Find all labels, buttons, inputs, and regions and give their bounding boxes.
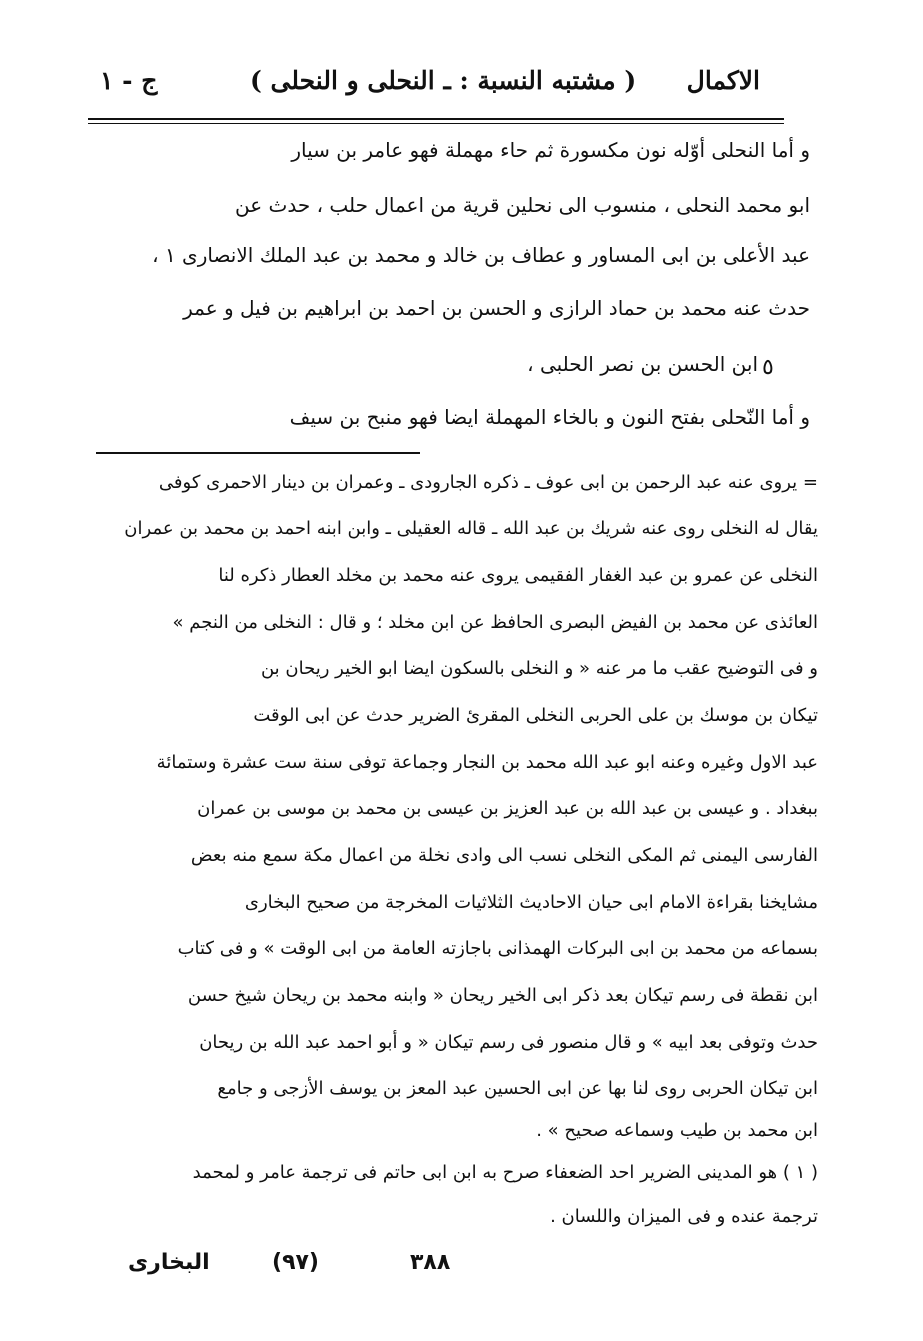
header-section-title: ( مشتبه النسبة : ـ النحلى و النحلى ) [250,66,637,95]
header-rule-thick [88,118,784,120]
main-line: و أما النّحلى بفتح النون و بالخاء المهملة ايضا فهو منبح بن سيف [289,405,810,429]
footnote-line: ( ١ ) هو المدينى الضرير احد الضعفاء صرح به ابن ابى حاتم فى ترجمة عامر و لمحمد [192,1162,818,1183]
main-line: ابو محمد النحلى ، منسوب الى نحلين قرية من اعمال حلب ، حدث عن [235,193,810,217]
footnote-line: ترجمة عنده و فى الميزان واللسان . [550,1206,818,1227]
footnote-line: تيكان بن موسك بن على الحربى النخلى المقرئ الضرير حدث عن ابى الوقت [253,705,818,726]
main-line: عبد الأعلى بن ابى المساور و عطاف بن خالد و محمد بن عبد الملك الانصارى ١ ، [152,243,810,267]
main-line: و أما النحلى أوّله نون مكسورة ثم حاء مهملة فهو عامر بن سيار [291,138,810,162]
footnote-line: مشايخنا بقراءة الامام ابى حيان الاحاديث الثلاثيات المخرجة من صحيح البخارى [244,892,818,913]
header-volume: ج - ١ [100,66,158,95]
footnote-line: بسماعه من محمد بن ابى البركات الهمذانى باجازته العامة من ابى الوقت » و فى كتاب [177,938,818,959]
footer-book-name: البخارى [128,1250,210,1275]
running-header [100,58,760,108]
footnote-line: العائذى عن محمد بن الفيض البصرى الحافظ عن ابن مخلد ؛ و قال : النخلى من النجم » [172,612,818,633]
footnote-line: عبد الاول وغيره وعنه ابو عبد الله محمد بن النجار وجماعة توفى سنة ست عشرة وستمائة [156,752,818,773]
footer-page-number: (٩٧) [272,1250,319,1275]
footnote-line: حدث وتوفى بعد ابيه » و قال منصور فى رسم تيكان « و أبو احمد عبد الله بن ريحان [199,1032,818,1053]
footnote-line: و فى التوضيح عقب ما مر عنه « و النخلى بالسكون ايضا ابو الخير ريحان بن [260,658,818,679]
footnote-line: = يروى عنه عبد الرحمن بن ابى عوف ـ ذكره الجارودى ـ وعمران بن دينار الاحمرى كوفى [158,472,818,493]
footnote-line: النخلى عن عمرو بن عبد الغفار الفقيمى يروى عنه محمد بن مخلد العطار ذكره لنا [218,565,818,586]
footnote-line: ابن محمد بن طيب وسماعه صحيح » . [536,1120,818,1141]
header-rule-thin [88,123,784,124]
footnote-line: ببغداد . و عيسى بن عبد الله بن عبد العزيز بن عيسى بن محمد بن موسى بن عمران [197,798,818,819]
main-line: ابن الحسن بن نصر الحلبى ، [527,352,758,376]
footnote-line: الفارسى اليمنى ثم المكى النخلى نسب الى وادى نخلة من اعمال مكة سمع منه بعض [190,845,818,866]
footnote-separator [96,452,420,454]
footnote-line: ابن تيكان الحربى روى لنا بها عن ابى الحسين عبد المعز بن يوسف الأزجى و جامع [217,1078,818,1099]
header-book-title: الاكمال [686,66,760,95]
footer-number: ٣٨٨ [410,1250,451,1275]
footnote-line: ابن نقطة فى رسم تيكان بعد ذكر ابى الخير ريحان « وابنه محمد بن ريحان شيخ حسن [187,985,818,1006]
line-number: ٥ [762,355,774,380]
footnote-line: يقال له النخلى روى عنه شريك بن عبد الله ـ قاله العقيلى ـ وابن ابنه احمد بن محمد بن عمران [124,518,818,539]
main-line: حدث عنه محمد بن حماد الرازى و الحسن بن احمد بن ابراهيم بن فيل و عمر [183,296,810,320]
